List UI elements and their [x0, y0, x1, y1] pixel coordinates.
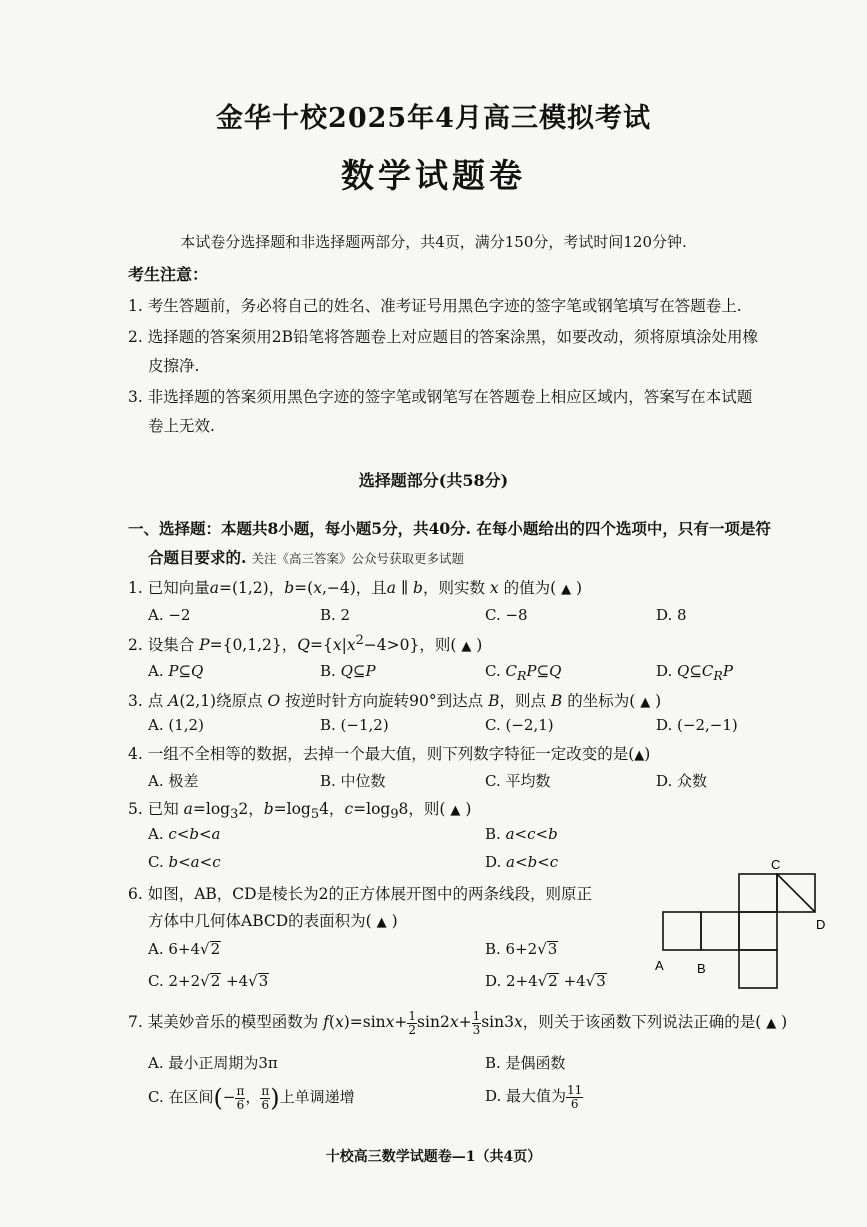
q4-option-d: D. 众数 [656, 772, 708, 790]
page-footer: 十校高三数学试题卷—1（共4页） [325, 1149, 542, 1165]
question-1-stem: 1. 已知向量a=(1,2)，b=(x,−4)，且a ∥ b，则实数 x 的值为( ▲ ) [128, 579, 583, 597]
q6-option-c: C. 2+2√2 +4√3 [148, 972, 269, 990]
q1-option-d: D. 8 [656, 606, 687, 624]
q6-option-b: B. 6+2√3 [485, 940, 558, 958]
instructions-tail: 合题目要求的. [148, 548, 247, 567]
q2-option-b: B. Q⊆P [320, 662, 376, 680]
q6-option-a: A. 6+4√2 [148, 940, 221, 958]
exam-intro: 本试卷分选择题和非选择题两部分，共4页，满分150分，考试时间120分钟. [180, 233, 687, 251]
section-heading: 选择题部分(共58分) [358, 471, 509, 490]
q1-option-b: B. 2 [320, 606, 351, 624]
segment-cd [777, 874, 815, 912]
question-6-stem: 6. 如图，AB，CD是棱长为2的正方体展开图中的两条线段，则原正 [128, 885, 592, 903]
q4-option-a: A. 极差 [148, 772, 199, 790]
q6-option-d: D. 2+4√2 +4√3 [485, 972, 606, 990]
q5-option-b: B. a<c<b [485, 825, 558, 843]
net-square-1 [663, 912, 701, 950]
q1-option-c: C. −8 [485, 606, 528, 624]
q2-option-d: D. $Q⊆C_RP$ [656, 662, 733, 683]
question-7-stem: 7. 某美妙音乐的模型函数为 f(x)=sinx+ $\frac{1}{2}$ sin2x+ $\frac{1}{3}$ sin3x，则关于该函数下列说法正确的是( ▲ ) [128, 1009, 788, 1037]
q3-option-a: A. (1,2) [148, 716, 204, 734]
q7-option-a: A. 最小正周期为3π [148, 1054, 278, 1072]
notice-item-3-cont: 卷上无效. [148, 417, 215, 435]
q3-option-c: C. (−2,1) [485, 716, 554, 734]
q4-stem-text: 4. 一组不全相等的数据，去掉一个最大值，则下列数字特征一定改变的是( [128, 745, 635, 763]
notice-item-2-cont: 皮擦净. [148, 357, 200, 375]
notice-item-2: 2. 选择题的答案须用2B铅笔将答题卷上对应题目的答案涂黑，如要改动，须将原填涂处用橡 [128, 328, 758, 346]
q5-option-a: A. c<b<a [148, 825, 221, 843]
net-square-4 [739, 874, 777, 912]
q6-stem-text: 方体中几何体ABCD的表面积为( [148, 912, 372, 930]
question-3-stem: 3. 点 A(2,1)绕原点 O 按逆时针方向旋转90°到达点 B，则点 B 的坐标为( ▲ ) [128, 692, 662, 710]
q4-option-c: C. 平均数 [485, 772, 551, 790]
notice-item-1: 1. 考生答题前，务必将自己的姓名、准考证号用黑色字迹的签字笔或钢笔填写在答题卷上. [128, 297, 742, 315]
question-5-stem: 5. 已知 $a=\log_32$，$b=\log_54$，$c=\log_98$，则( ▲ ) [128, 800, 472, 823]
q7-option-b: B. 是偶函数 [485, 1054, 566, 1072]
label-b: B [697, 961, 706, 976]
promo-text: 关注《高三答案》公众号获取更多试题 [251, 551, 465, 566]
q3-option-b: B. (−1,2) [320, 716, 389, 734]
exam-title: 金华十校2025年4月高三模拟考试 [216, 103, 651, 134]
q7-option-d: D. 最大值为 $\frac{11}{6}$ [485, 1083, 583, 1111]
question-2-stem: 2. 设集合 P={0,1,2}，$Q=\{x|x^2-4>0\}$，则( ▲ ) [128, 633, 483, 655]
q4-option-b: B. 中位数 [320, 772, 386, 790]
net-square-6 [739, 950, 777, 988]
question-6-stem-cont: 方体中几何体ABCD的表面积为( ▲ ) [148, 912, 398, 930]
q1-option-a: A. −2 [148, 606, 191, 624]
label-d: D [816, 917, 826, 932]
exam-subtitle: 数学试题卷 [341, 156, 526, 195]
net-square-3 [739, 912, 777, 950]
net-square-2 [701, 912, 739, 950]
q5-option-c: C. b<a<c [148, 853, 221, 871]
question-4-stem: 4. 一组不全相等的数据，去掉一个最大值，则下列数字特征一定改变的是(▲) [128, 745, 651, 763]
q3-option-d: D. (−2,−1) [656, 716, 738, 734]
label-c: C [771, 857, 781, 872]
q2-option-c: C. $C_RP⊆Q$ [485, 662, 562, 683]
label-a: A [655, 958, 664, 973]
q7-option-c: C. 在区间(− $\frac{\pi}{6}$ ， $\frac{\pi}{6}$ )上单调递增 [148, 1083, 355, 1112]
q2-option-a: A. P⊆Q [148, 662, 204, 680]
q5-option-d: D. a<b<c [485, 853, 559, 871]
section-instructions-cont [148, 546, 464, 568]
section-instructions: 一、选择题：本题共8小题，每小题5分，共40分. 在每小题给出的四个选项中，只有一项是符 [128, 519, 771, 538]
cube-net-figure [650, 852, 835, 1000]
notice-item-3: 3. 非选择题的答案须用黑色字迹的签字笔或钢笔写在答题卷上相应区域内，答案写在本试题 [128, 388, 753, 406]
notice-heading: 考生注意： [128, 265, 209, 284]
